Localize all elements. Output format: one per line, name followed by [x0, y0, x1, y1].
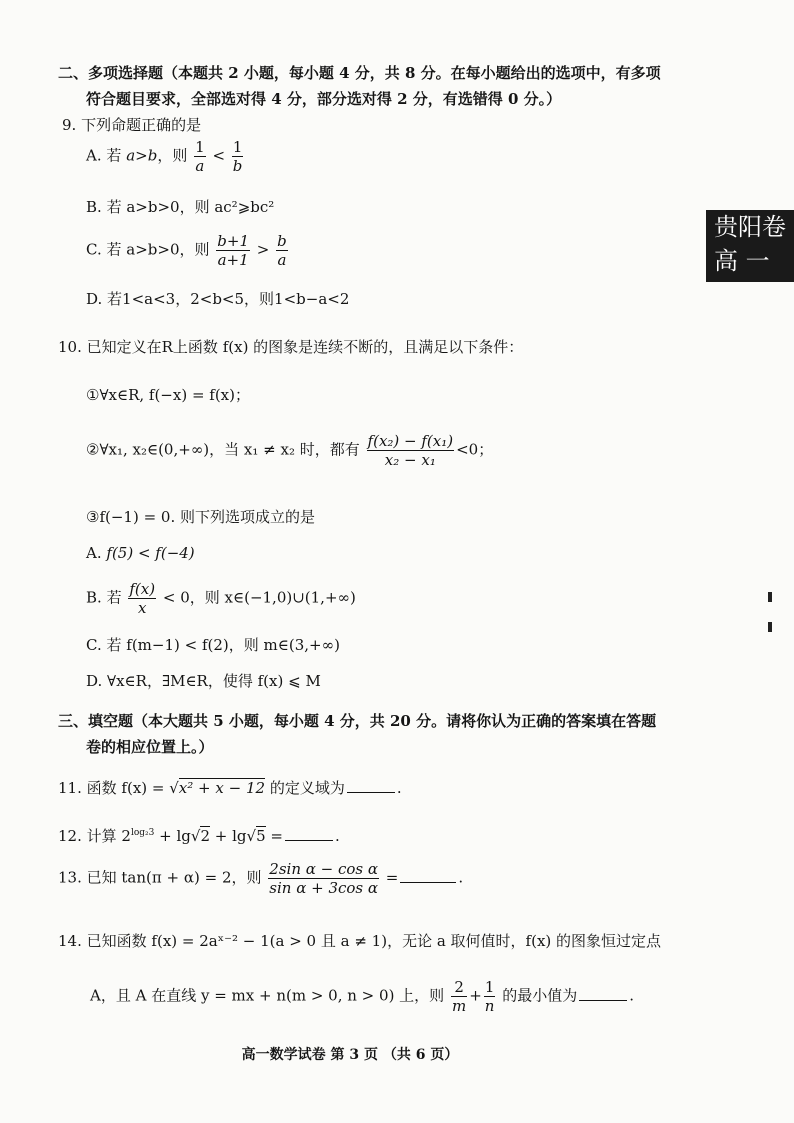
- q11-line: [58, 778, 402, 797]
- q10-cond1: ①∀x∈R, f(−x) = f(x)；: [86, 386, 250, 404]
- q9-option-a: [86, 138, 245, 175]
- q9-a-label: A.: [86, 146, 102, 165]
- q9-a-cond: a>b: [126, 146, 158, 165]
- q12-mid2: + lg: [209, 827, 247, 845]
- q9-c-op: >: [256, 240, 270, 259]
- q12-r2: 5: [256, 827, 266, 845]
- page-footer: 高一数学试卷 第 3 页 （共 6 页）: [241, 1047, 459, 1063]
- q14-answer-blank: [579, 986, 627, 1001]
- side-tab-line2: 高 一: [714, 247, 770, 275]
- q9-d-text: 若1<a<3，2<b<5，则1<b−a<2: [107, 290, 350, 308]
- q10-a-label: A.: [86, 544, 102, 562]
- q9-stem: 下列命题正确的是: [81, 116, 202, 134]
- section3-heading-line2: 卷的相应位置上。）: [86, 738, 214, 756]
- q9-a-frac2: $\frac{1}{b}$: [232, 138, 243, 175]
- q10-cond2-frac: $\frac{\text{f(x₂) − f(x₁)}}{\text{x₂ − x₁}}$: [367, 432, 454, 469]
- q11-post: 的定义域为: [269, 779, 345, 797]
- q10-cond2: [86, 432, 493, 469]
- q14-line2-pre: A，且 A 在直线 y = mx + n(m > 0, n > 0) 上，则: [90, 986, 445, 1005]
- q10-cond3: ③f(−1) = 0. 则下列选项成立的是: [86, 508, 315, 526]
- section2-heading-line1: 二、多项选择题（本题共 2 小题，每小题 4 分，共 8 分。在每小题给出的选项中，有多项: [58, 64, 661, 82]
- q14-line2-post: 的最小值为: [502, 986, 578, 1005]
- q14-line1-text: 已知函数 f(x) = 2aˣ⁻² − 1(a > 0 且 a ≠ 1)，无论 a 取何值时，f(x) 的图象恒过定点: [86, 932, 662, 950]
- q9-c-label: C.: [86, 240, 102, 259]
- q9-d-label: D.: [86, 290, 103, 308]
- q9-c-frac1: $\frac{b+1}{a+1}$: [217, 232, 249, 269]
- q10-stem: 已知定义在R上函数 f(x) 的图象是连续不断的，且满足以下条件：: [86, 338, 524, 356]
- q10-stem-line: [58, 338, 523, 356]
- q14-frac1: $\frac{2}{m}$: [451, 978, 467, 1015]
- q13-frac: $\frac{\text{2sin α − cos α}}{\text{sin α + 3cos α}}$: [269, 860, 379, 897]
- edge-speck: [768, 592, 772, 602]
- side-tab-line1: 贵阳卷: [714, 213, 786, 241]
- q10-b-label: B.: [86, 588, 102, 607]
- q10-a-text: f(5) < f(−4): [106, 544, 195, 562]
- q9-a-frac1: $\frac{1}{a}$: [195, 138, 205, 175]
- q9-c-frac2: $\frac{b}{a}$: [277, 232, 287, 269]
- q9-b-text: 若 a>b>0，则 ac²⩾bc²: [106, 198, 275, 216]
- q10-c-label: C.: [86, 636, 102, 654]
- q14-frac2: $\frac{1}{n}$: [484, 978, 495, 1015]
- q9-option-c: [86, 232, 290, 269]
- q12-line: 12. 计算 $2^{log_23} + \lg√2 + \lg√5$ = .: [58, 827, 340, 845]
- section3-heading-line1: 三、填空题（本大题共 5 小题，每小题 4 分，共 20 分。请将你认为正确的答案填在答题: [58, 712, 657, 730]
- q10-option-c: [86, 636, 340, 654]
- q10-number: 10.: [58, 338, 82, 356]
- q9-a-op: <: [212, 146, 226, 165]
- q12-number: 12.: [58, 827, 82, 845]
- q10-b-pre: 若: [106, 588, 122, 607]
- q11-answer-blank: [347, 778, 395, 793]
- q13-post: =: [381, 868, 399, 887]
- q12-mid: + lg: [154, 827, 191, 845]
- q12-r1: 2: [200, 827, 210, 845]
- q14-plus: +: [469, 986, 482, 1005]
- q9-a-mid: ，则: [157, 146, 188, 165]
- q10-cond2-post: <0；: [456, 440, 494, 459]
- edge-speck: [768, 622, 772, 632]
- q14-line1: [58, 932, 661, 950]
- q9-b-label: B.: [86, 198, 102, 216]
- q13-end: .: [458, 868, 464, 887]
- q9-number: 9.: [62, 116, 77, 134]
- q10-option-d: [86, 672, 321, 690]
- q12-answer-blank: [285, 826, 333, 841]
- q12-post: =: [265, 827, 283, 845]
- q9-c-pre: 若 a>b>0，则: [106, 240, 210, 259]
- q14-line2: [90, 978, 634, 1015]
- section2-heading-line2: 符合题目要求，全部选对得 4 分，部分选对得 2 分，有选错得 0 分。）: [86, 90, 562, 108]
- q10-option-b: [86, 580, 356, 617]
- q9-a-pre: 若: [106, 146, 122, 165]
- q14-end: .: [629, 986, 635, 1005]
- side-region-tab: [706, 210, 794, 282]
- q13-line: [58, 860, 463, 897]
- q10-d-text: ∀x∈R，∃M∈R，使得 f(x) ⩽ M: [107, 672, 321, 690]
- q10-b-post: < 0，则 x∈(−1,0)∪(1,+∞): [162, 588, 356, 607]
- q10-option-a: [86, 544, 195, 562]
- q12-end: .: [334, 827, 340, 845]
- q13-pre: 已知 tan(π + α) = 2，则: [86, 868, 262, 887]
- q9-option-b: [86, 198, 274, 216]
- q11-end: .: [396, 779, 402, 797]
- q9-stem-line: [62, 116, 201, 134]
- q13-number: 13.: [58, 868, 82, 887]
- sqrt-sign: √: [169, 779, 179, 797]
- q14-number: 14.: [58, 932, 82, 950]
- q10-c-text: 若 f(m−1) < f(2)，则 m∈(3,+∞): [106, 636, 340, 654]
- q10-d-label: D.: [86, 672, 103, 690]
- q12-pre: 计算 2: [86, 827, 131, 845]
- q11-radicand: x² + x − 12: [178, 779, 266, 797]
- q11-number: 11.: [58, 779, 82, 797]
- q13-answer-blank: [400, 868, 456, 883]
- q10-b-frac: $\frac{f(x)}{x}$: [129, 580, 156, 617]
- q9-option-d: [86, 290, 349, 308]
- q11-pre: 函数 f(x) =: [86, 779, 170, 797]
- q12-sup: log₂3: [130, 828, 155, 838]
- q10-cond2-pre: ②∀x₁, x₂∈(0,+∞)，当 x₁ ≠ x₂ 时，都有: [86, 440, 360, 459]
